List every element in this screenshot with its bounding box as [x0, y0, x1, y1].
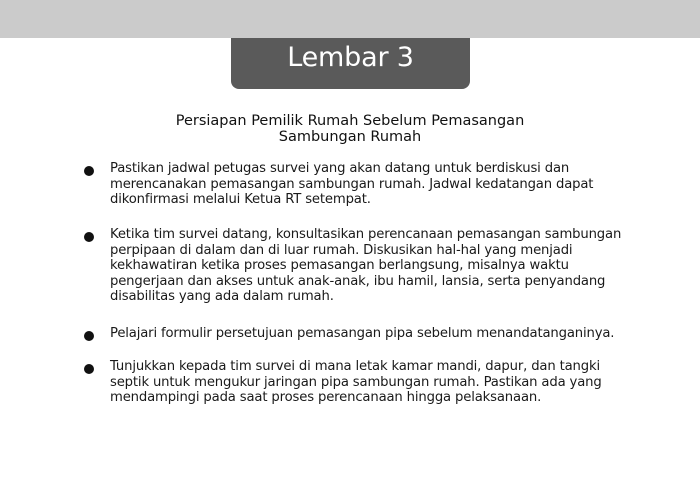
bullet-line: kekhawatiran ketika proses pemasangan berlangsung, misalnya waktu	[110, 258, 569, 273]
bullet-dot-icon	[84, 331, 94, 341]
bullet-line: pengerjaan dan akses untuk anak-anak, ibu hamil, lansia, serta penyandang	[110, 273, 606, 289]
bullet-text	[110, 227, 650, 305]
bullet-dot-icon	[84, 232, 94, 242]
heading-line-1: Persiapan Pemilik Rumah Sebelum Pemasangan	[175, 113, 525, 129]
bullet-text	[110, 326, 650, 342]
bullet-text	[110, 161, 650, 208]
bullet-line: Pelajari formulir persetujuan pemasangan pipa sebelum menandatanganinya.	[110, 326, 615, 341]
bullet-dot-icon	[84, 364, 94, 374]
bullet-dot-icon	[84, 166, 94, 176]
bullet-line: merencanakan pemasangan sambungan rumah. Jadwal kedatangan dapat	[110, 176, 594, 192]
heading-line-2: Sambungan Rumah	[278, 129, 422, 145]
bullet-line: disabilitas yang ada dalam rumah.	[110, 289, 334, 304]
bullet-line: septik untuk mengukur jaringan pipa sambungan rumah. Pastikan ada yang	[110, 374, 602, 390]
bullet-line: dikonfirmasi melalui Ketua RT setempat.	[110, 192, 371, 207]
bullet-line: mendampingi pada saat proses perencanaan hingga pelaksanaan.	[110, 390, 542, 405]
bullet-line: Ketika tim survei datang, konsultasikan perencanaan pemasangan sambungan	[110, 227, 622, 242]
bullet-line: perpipaan di dalam dan di luar rumah. Diskusikan hal-hal yang menjadi	[110, 242, 573, 258]
sheet-tab-label: Lembar 3	[287, 42, 414, 73]
bullet-line: Pastikan jadwal petugas survei yang akan datang untuk berdiskusi dan	[110, 161, 570, 176]
bullet-line: Tunjukkan kepada tim survei di mana letak kamar mandi, dapur, dan tangki	[110, 359, 600, 374]
bullet-text	[110, 359, 650, 406]
